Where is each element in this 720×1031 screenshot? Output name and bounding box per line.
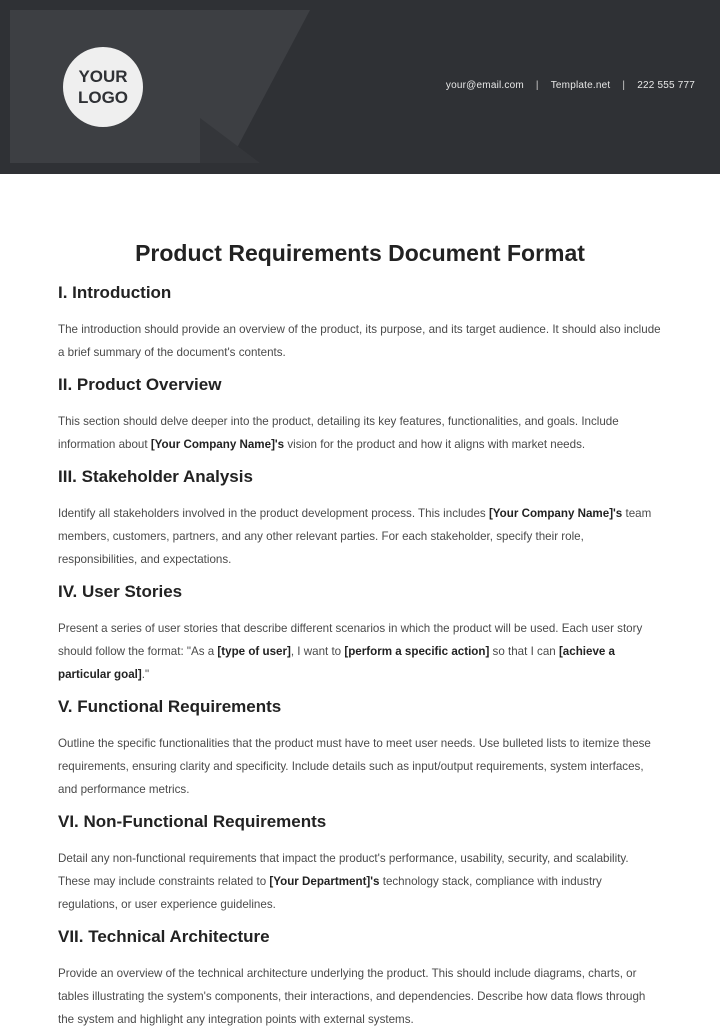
paragraph-text: team members, customers, partners, and any other relevant parties. For each stakeholder, specify their role, responsibilities, and expectations. (58, 507, 652, 566)
section-paragraph (58, 617, 662, 686)
paragraph-text: Present a series of user stories that describe different scenarios in which the product will be used. Each user story should follow the format: "As a (58, 622, 643, 658)
paragraph-text: , I want to (290, 645, 345, 658)
section-heading: III. Stakeholder Analysis (58, 467, 253, 486)
paragraph-text: Outline the specific functionalities that the product must have to meet user needs. Use bulleted lists to itemize these requirements, ensuring clarity and specificity. Include details such as input/output requirements, system interfaces, and performance metrics. (58, 737, 651, 796)
section-heading: VII. Technical Architecture (58, 927, 270, 946)
document-header (0, 0, 720, 174)
section-heading: IV. User Stories (58, 582, 183, 601)
section-paragraph (58, 732, 662, 801)
paragraph-text: Identify all stakeholders involved in the product development process. This includes (58, 507, 489, 520)
section-paragraph (58, 962, 662, 1031)
document-body (0, 238, 720, 1031)
paragraph-text: This section should delve deeper into the product, detailing its key features, functionalities, and goals. Include information about (58, 415, 619, 451)
paragraph-text: vision for the product and how it aligns with market needs. (284, 438, 586, 451)
paragraph-text: Detail any non-functional requirements that impact the product's performance, usability, security, and scalability. These may include constraints related to (58, 852, 629, 888)
section-paragraph (58, 847, 662, 916)
logo-placeholder: YOUR LOGO (63, 47, 143, 127)
paragraph-text: Provide an overview of the technical architecture underlying the product. This should include diagrams, charts, or tables illustrating the system's components, their interactions, and dependencies. Describe how data flows through the system and highlight any integration points with external systems. (58, 967, 646, 1026)
sections-container (58, 282, 662, 1031)
section-heading: V. Functional Requirements (58, 697, 282, 716)
document-title: Product Requirements Document Format (135, 240, 585, 266)
placeholder-text: [type of user] (217, 645, 291, 658)
placeholder-text: [achieve a particular goal] (58, 645, 616, 681)
placeholder-text: [Your Company Name]'s (488, 507, 623, 520)
contact-website[interactable]: Template.net (550, 80, 611, 91)
section-heading: VI. Non-Functional Requirements (58, 812, 327, 831)
section-paragraph (58, 318, 662, 364)
section-paragraph (58, 410, 662, 456)
paragraph-text: so that I can (489, 645, 559, 658)
contact-phone: 222 555 777 (637, 80, 695, 91)
contact-separator: | (535, 80, 539, 91)
section-heading: II. Product Overview (58, 375, 222, 394)
paragraph-text: technology stack, compliance with industry regulations, or user experience guidelines. (58, 875, 602, 911)
paragraph-text: ." (141, 668, 150, 681)
contact-bar (446, 80, 695, 91)
section-heading: I. Introduction (58, 283, 172, 302)
placeholder-text: [perform a specific action] (344, 645, 490, 658)
paragraph-text: The introduction should provide an overview of the product, its purpose, and its target audience. It should also include a brief summary of the document's contents. (58, 323, 661, 359)
placeholder-text: [Your Company Name]'s (150, 438, 285, 451)
contact-separator: | (622, 80, 626, 91)
header-decor-panel (10, 10, 310, 163)
section-paragraph (58, 502, 662, 571)
placeholder-text: [Your Department]'s (269, 875, 380, 888)
contact-email[interactable]: your@email.com (445, 80, 524, 91)
